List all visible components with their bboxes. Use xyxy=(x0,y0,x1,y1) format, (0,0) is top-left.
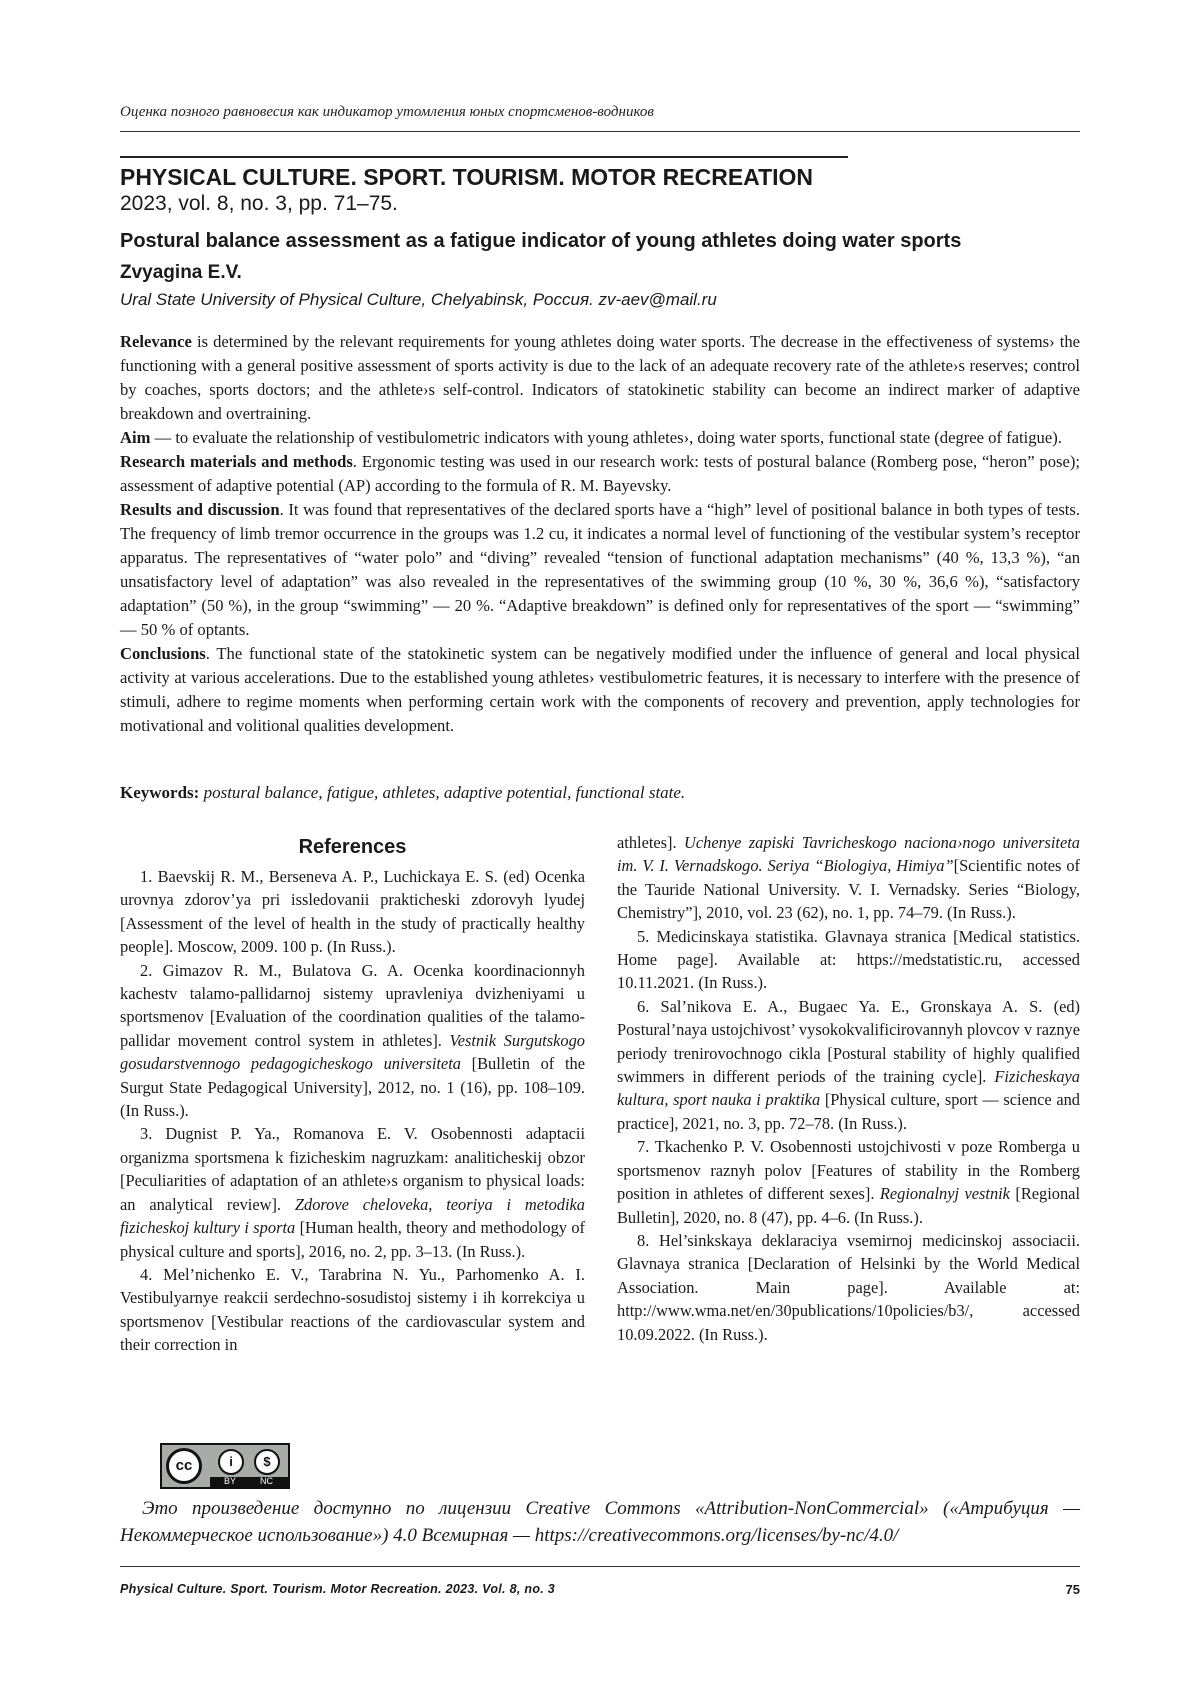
badge-by-label: BY xyxy=(224,1476,237,1486)
abstract-text: — to evaluate the relationship of vestibulometric indicators with young athletes›, doing water sports, functional state (degree of fatigue). xyxy=(150,428,1062,447)
noncommercial-icon: $ xyxy=(254,1449,280,1475)
reference-item: 4. Mel’nichenko E. V., Tarabrina N. Yu., Parhomenko A. I. Vestibulyarnye reakcii serdechno-sosudistoj sistemy i ih korrekciya u sportsmenov [Vestibular reactions of the cardiovascular system and their correction in xyxy=(120,1264,585,1355)
article-title: Postural balance assessment as a fatigue indicator of young athletes doing water sports xyxy=(120,230,962,252)
abstract-text: . The functional state of the statokinetic system can be negatively modified under the influence of general and local physical activity at various accelerations. Due to the established young athletes› vestibulometric features, it is necessary to interfere with the presence of stimuli, adhere to regime moments when performing certain work with the components of recovery and prevention, apply technologies for motivational and volitional qualities development. xyxy=(120,644,1080,735)
footer-rule xyxy=(120,1566,1080,1567)
journal-issue: 2023, vol. 8, no. 3, pp. 71–75. xyxy=(120,192,398,215)
reference-item: 6. Sal’nikova E. A., Bugaec Ya. E., Gronskaya A. S. (ed) Postural’naya ustojchivost’ vysokokvalificirovannyh plovcov v raznye periody trenirovochnogo cikla [Postural stability of highly qualified swimmers in different periods of the training cycle]. Fizicheskaya kultura, sport nauka i praktika [Physical culture, sport — science and practice], 2021, no. 3, pp. 72–78. (In Russ.). xyxy=(617,996,1080,1133)
keywords xyxy=(120,783,1080,803)
abstract-aim xyxy=(120,426,1080,450)
abstract-methods xyxy=(120,450,1080,498)
reference-item: 7. Tkachenko P. V. Osobennosti ustojchivosti v poze Romberga u sportsmenov raznyh polov [Features of stability in the Romberg position in athletes of different sexes]. Regionalnyj vestnik [Regional Bulletin], 2020, no. 8 (47), pp. 4–6. (In Russ.). xyxy=(617,1137,1080,1227)
article-author: Zvyagina E.V. xyxy=(120,262,242,283)
page-number: 75 xyxy=(1065,1582,1080,1597)
abstract-text: . It was found that representatives of the declared sports have a “high” level of positional balance in both types of tests. The frequency of limb tremor occurrence in the groups was 1.2 cu, it indicates a normal level of functioning of the vestibular system’s receptor apparatus. The representatives of “water polo” and “diving” revealed “tension of functional adaptation mechanisms” (40 %, 13,3 %), “an unsatisfactory level of adaptation” was also revealed in the representatives of the swimming group (10 %, 30 %, 36,6 %), “satisfactory adaptation” (50 %), in the group “swimming” — 20 %. “Adaptive breakdown” is defined only for representatives of the sport — “swimming” — 50 % of optants. xyxy=(120,500,1080,639)
by-attribution-icon: i xyxy=(218,1449,244,1475)
reference-item: 2. Gimazov R. M., Bulatova G. A. Ocenka koordinacionnyh kachestv talamo-pallidarnoj sistemy upravleniya dvizheniyami u sportsmenov [Evaluation of the coordination qualities of the talamo-pallidar movement control system in athletes]. Vestnik Surgutskogo gosudarstvennogo pedagogicheskogo universiteta [Bulletin of the Surgut State Pedagogical University], 2012, no. 1 (16), pp. 108–109. (In Russ.). xyxy=(120,960,585,1121)
running-head: Оценка позного равновесия как индикатор утомления юных спортсменов-водников xyxy=(120,104,654,120)
references-column-right xyxy=(617,831,1080,1346)
journal-name: PHYSICAL CULTURE. SPORT. TOURISM. MOTOR RECREATION xyxy=(120,164,814,190)
keywords-text: postural balance, fatigue, athletes, adaptive potential, functional state. xyxy=(203,783,686,802)
abstract-text: is determined by the relevant requirements for young athletes doing water sports. The decrease in the effectiveness of systems› the functioning with a general positive assessment of sports activity is due to the lack of an adequate recovery rate of the athlete›s reserves; control by coaches, sports doctors; and the athlete›s self-control. Indicators of statokinetic stability can become an indirect marker of adaptive breakdown and overtraining. xyxy=(120,332,1080,423)
cc-license-badge-icon[interactable] xyxy=(160,1443,290,1489)
badge-label-strip xyxy=(210,1477,288,1487)
abstract-label: Relevance xyxy=(120,332,192,351)
keywords-label: Keywords: xyxy=(120,783,200,802)
author-affiliation: Ural State University of Physical Culture, Chelyabinsk, Россия. zv-aev@mail.ru xyxy=(120,290,717,309)
abstract-results xyxy=(120,498,1080,642)
abstract-label: Conclusions xyxy=(120,644,206,663)
abstract xyxy=(120,330,1080,738)
reference-item: 5. Medicinskaya statistika. Glavnaya stranica [Medical statistics. Home page]. Available at: https://medstatistic.ru, accessed 10.11.2021. (In Russ.). xyxy=(617,926,1080,993)
cc-icon: cc xyxy=(166,1448,202,1484)
title-rule xyxy=(120,156,848,158)
license-text: Это произведение доступно по лицензии Creative Commons «Attribution-NonCommercial» («Атрибуция — Некоммерческое использование») 4.0 Всемирная — https://creativecommons.org/licenses/by-nc/4.0/ xyxy=(120,1498,1080,1546)
abstract-label: Aim xyxy=(120,428,151,447)
reference-item: 3. Dugnist P. Ya., Romanova E. V. Osobennosti adaptacii organizma sportsmena k fizicheskim nagruzkam: analiticheskij obzor [Peculiarities of adaptation of an athlete›s organism to physical loads: an analytical review]. Zdorove cheloveka, teoriya i metodika fizicheskoj kultury i sporta [Human health, theory and methodology of physical culture and sports], 2016, no. 2, pp. 3–13. (In Russ.). xyxy=(120,1124,586,1261)
references-column-left xyxy=(120,835,585,1357)
references-heading: References xyxy=(298,836,407,858)
abstract-label: Research materials and methods xyxy=(120,452,353,471)
abstract-relevance xyxy=(120,330,1080,426)
reference-item-continued: athletes]. Uchenye zapiski Tavricheskogo naciona›nogo universiteta im. V. I. Vernadskogo. Seriya “Biologiya, Himiya”[Scientific notes of the Tauride National University. V. I. Vernadsky. Series “Biology, Chemistry”], 2010, vol. 23 (62), no. 1, pp. 74–79. (In Russ.). xyxy=(617,833,1080,923)
header-rule xyxy=(120,131,1080,132)
footer-journal-citation: Physical Culture. Sport. Tourism. Motor Recreation. 2023. Vol. 8, no. 3 xyxy=(120,1582,556,1596)
reference-item: 8. Hel’sinkskaya deklaraciya vsemirnoj medicinskoj associacii. Glavnaya stranica [Declaration of Helsinki by the World Medical Association. Main page]. Available at: http://www.wma.net/en/30publications/10policies/b3/, accessed 10.09.2022. (In Russ.). xyxy=(617,1230,1080,1344)
badge-nc-label: NC xyxy=(260,1476,273,1486)
abstract-text: . Ergonomic testing was used in our research work: tests of postural balance (Romberg pose, “heron” pose); assessment of adaptive potential (AP) according to the formula of R. M. Bayevsky. xyxy=(120,452,1080,495)
abstract-label: Results and discussion xyxy=(120,500,280,519)
reference-item: 1. Baevskij R. M., Berseneva A. P., Luchickaya E. S. (ed) Ocenka urovnya zdorov’ya pri issledovanii prakticheski zdorovyh lyudej [Assessment of the level of health in the study of practically healthy people]. Moscow, 2009. 100 p. (In Russ.). xyxy=(120,867,585,957)
abstract-conclusions xyxy=(120,642,1080,738)
